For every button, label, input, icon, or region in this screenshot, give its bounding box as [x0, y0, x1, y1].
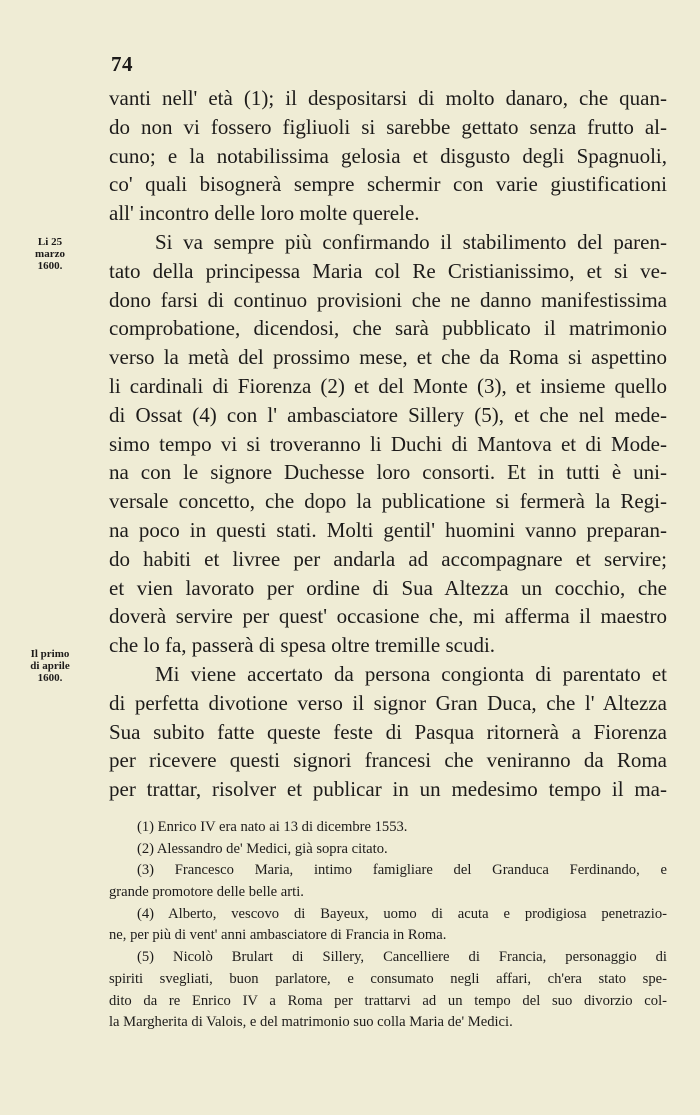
footnote-line: (2) Alessandro de' Medici, già sopra citato. [137, 840, 388, 857]
text-line: do habiti et livree per andarla ad accompagnare et servire; [109, 546, 667, 571]
margin-note-line: Il primo [30, 648, 70, 660]
text-line: versale concetto, che dopo la publicatione si fermerà la Regi- [109, 489, 667, 514]
footnote-line: dito da re Enrico IV a Roma per trattarvi ad un tempo del suo divorzio col- [109, 992, 667, 1009]
footnote-line: (4) Alberto, vescovo di Bayeux, uomo di acuta e prodigiosa penetrazio- [137, 905, 667, 922]
text-line: per trattar, risolver et publicar in un medesimo tempo il ma- [109, 777, 667, 802]
footnote-line: ne, per più di vent' anni ambasciatore di Francia in Roma. [109, 927, 447, 944]
footnote-line: (5) Nicolò Brulart di Sillery, Cancelliere di Francia, personaggio di [137, 949, 667, 966]
page-number: 74 [111, 52, 133, 76]
text-line: comprobatione, dicendosi, che sarà pubblicato il matrimonio [109, 316, 667, 341]
text-line: tato della principessa Maria col Re Cristianissimo, et si ve- [109, 258, 667, 283]
margin-note-line: 1600. [37, 260, 63, 272]
footnote-line: grande promotore delle belle arti. [109, 884, 304, 901]
text-line: che lo fa, passerà di spesa oltre tremille scudi. [109, 633, 496, 658]
text-line: per ricevere questi signori francesi che veniranno da Roma [109, 748, 667, 773]
text-line: Si va sempre più confirmando il stabilimento del paren- [155, 229, 667, 254]
text-line: verso la metà del prossimo mese, et che da Roma si aspettino [109, 345, 667, 370]
text-line: et vien lavorato per ordine di Sua Altezza un cocchio, che [109, 575, 667, 600]
margin-note-date-april [14, 648, 86, 684]
margin-note-line: 1600. [37, 672, 63, 684]
text-line: na con le signore Duchesse loro consorti. Et in tutti è uni- [109, 460, 667, 485]
footnote-line: (3) Francesco Maria, intimo famigliare del Granduca Ferdinando, e [137, 862, 667, 879]
text-line: cuno; e la notabilissima gelosia et disgusto degli Spagnuoli, [109, 143, 667, 168]
text-line: di Ossat (4) con l' ambasciatore Sillery (5), et che nel mede- [109, 402, 667, 427]
footnote-line: spiriti svegliati, buon parlatore, e consumato negli affari, ch'era stato spe- [109, 970, 667, 987]
text-line: li cardinali di Fiorenza (2) et del Monte (3), et insieme quello [109, 373, 667, 398]
text-line: do non vi fossero figliuoli si sarebbe gettato senza frutto al- [109, 114, 667, 139]
text-line: all' incontro delle loro molte querele. [109, 201, 420, 226]
margin-note-line: di aprile [30, 660, 70, 672]
text-line: vanti nell' età (1); il despositarsi di molto danaro, che quan- [109, 86, 667, 110]
text-line: Sua subito fatte queste feste di Pasqua ritornerà a Fiorenza [109, 719, 667, 744]
text-line: di perfetta divotione verso il signor Gran Duca, che l' Altezza [109, 690, 667, 715]
text-line: dono farsi di continuo provisioni che ne danno manifestissima [109, 287, 667, 312]
body-text [109, 84, 667, 804]
text-line: Mi viene accertato da persona congionta di parentato et [155, 661, 667, 686]
footnote-line: (1) Enrico IV era nato ai 13 di dicembre 1553. [137, 819, 408, 835]
footnote-line: la Margherita di Valois, e del matrimonio suo colla Maria de' Medici. [109, 1014, 513, 1031]
text-line: na poco in questi stati. Molti gentil' huomini vanno preparan- [109, 517, 667, 542]
margin-note-line: marzo [35, 248, 65, 260]
text-line: co' quali bisognerà sempre schermir con varie giustificationi [109, 172, 667, 197]
text-line: doverà servire per quest' occasione che, mi afferma il maestro [109, 604, 667, 629]
text-line: simo tempo vi si troveranno li Duchi di Mantova et di Mode- [109, 431, 667, 456]
margin-note-line: Li 25 [37, 236, 63, 248]
footnotes [109, 817, 667, 1034]
margin-note-date-march [14, 236, 86, 272]
